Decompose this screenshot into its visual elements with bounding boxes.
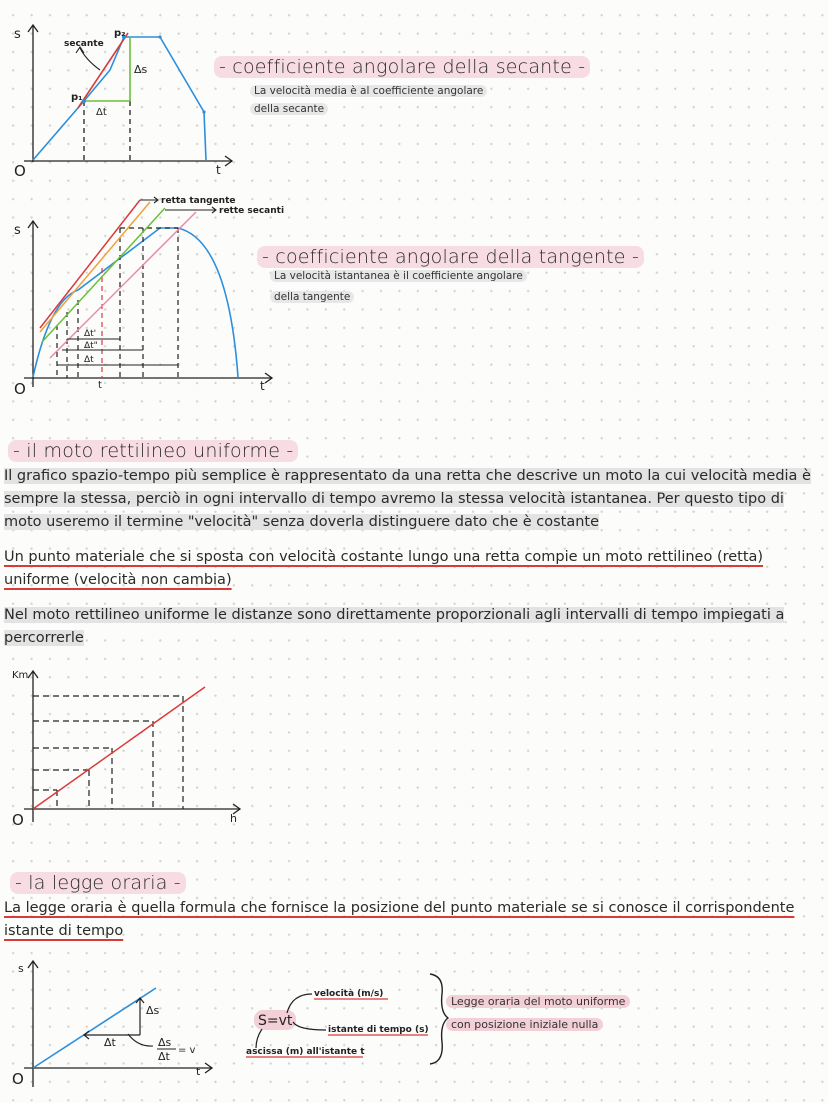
secant-label: secante [64,39,104,49]
ratio-denominator: Δt [158,1050,170,1063]
tangent-note-line2-text: della tangente [270,291,354,303]
s-axis-label: s [14,223,21,238]
velocity-label: velocità (m/s) [314,989,384,999]
time-law-paragraph [4,897,824,943]
secant-note-line2-text: della secante [250,103,328,115]
uniform-motion-graph [0,662,260,832]
tangent-note-line2 [270,291,354,303]
secant-title [214,56,590,78]
abscissa-label: ascissa (m) all'istante t [246,1047,365,1057]
time-law-heading [10,872,186,894]
tangent-line [40,200,140,328]
time-law-graph [0,952,240,1097]
curve-point [158,35,161,38]
ratio-equals: = v [178,1045,196,1056]
origin-label: O [14,380,26,398]
paragraph-2-text: Un punto materiale che si sposta con velocità costante lungo una retta compie un moto rettilineo (retta) uniforme (velocità non cambia) [4,549,764,588]
secants-label: rette secanti [219,206,285,216]
uniform-motion-paragraph-2 [4,546,824,592]
time-law-paragraph-text: La legge oraria è quella formula che fornisce la posizione del punto materiale se si conosce il corrispondente istante di tempo [4,900,795,939]
position-line [33,988,156,1068]
dt1-label: Δt' [84,329,97,339]
uniform-motion-heading-text: - il moto rettilineo uniforme - [8,440,298,462]
tangent-title-text: - coefficiente angolare della tangente - [257,246,644,268]
origin-label: O [14,162,26,180]
secant-note-line1-text: La velocità media è al coefficiente angolare [250,85,487,97]
paragraph-1-text: Il grafico spazio-tempo più semplice è rappresentato da una retta che descrive un moto la cui velocità media è sempre la stessa, perciò in ogni intervallo di tempo avremo la stessa velocità istantanea. Per questo tipo di moto useremo il termine "velocità" senza doverla distinguere dato che è costante [4,468,811,530]
tangent-note-line1-text: La velocità istantanea è il coefficiente angolare [270,270,527,282]
tangent-graph [0,190,300,405]
brace-note-line2 [446,1018,603,1031]
ds-label: Δs [134,63,148,76]
time-label: istante di tempo (s) [328,1025,429,1035]
dt-label: Δt [104,1036,116,1049]
brace-note-line2-text: con posizione iniziale nulla [446,1018,603,1031]
secant-line-green [42,208,165,342]
position-curve [33,228,238,377]
point-p1 [82,99,86,103]
secant-note-line2 [250,103,328,115]
secant-title-text: - coefficiente angolare della secante - [214,56,590,78]
t-axis-label: t [216,163,221,177]
time-law-heading-text: - la legge oraria - [10,872,186,894]
uniform-motion-paragraph-3 [4,604,824,650]
brace-note-line1 [446,995,630,1008]
s-axis-label: s [14,27,21,42]
ratio-pointer [128,1034,153,1046]
uniform-motion-paragraph-1 [4,465,824,534]
velocity-pointer [287,994,312,1013]
dt2-label: Δt" [84,341,98,351]
uniform-motion-heading [8,440,298,462]
x-axis-label: h [230,812,237,825]
tangent-title [257,246,644,268]
dt3-label: Δt [84,355,94,365]
curve-point [202,110,205,113]
brace-note-line1-text: Legge oraria del moto uniforme [446,995,630,1008]
paragraph-3-text: Nel moto rettilineo uniforme le distanze sono direttamente proporzionali agli intervalli di tempo impiegati a percorrerle [4,607,785,646]
time-pointer [293,1022,326,1030]
dt-label: Δt [96,107,107,118]
origin-label: O [12,1070,24,1088]
ratio-numerator: Δs [158,1036,172,1049]
abscissa-pointer [256,1029,262,1048]
instant-label: t [98,380,102,391]
p1-label: p₁ [71,92,83,103]
origin-label: O [12,811,24,829]
ds-label: Δs [146,1004,160,1017]
tangent-note-line1 [270,270,527,282]
secant-note-line1 [250,85,487,97]
tangent-label: retta tangente [161,196,236,206]
t-axis-label: t [196,1065,201,1078]
t-axis-label: t [260,379,265,393]
y-axis-label: Km [12,670,29,681]
formula: S=vt [258,1013,293,1029]
p2-label: p₂ [114,28,126,39]
position-curve [33,37,206,160]
s-axis-label: s [18,962,24,975]
